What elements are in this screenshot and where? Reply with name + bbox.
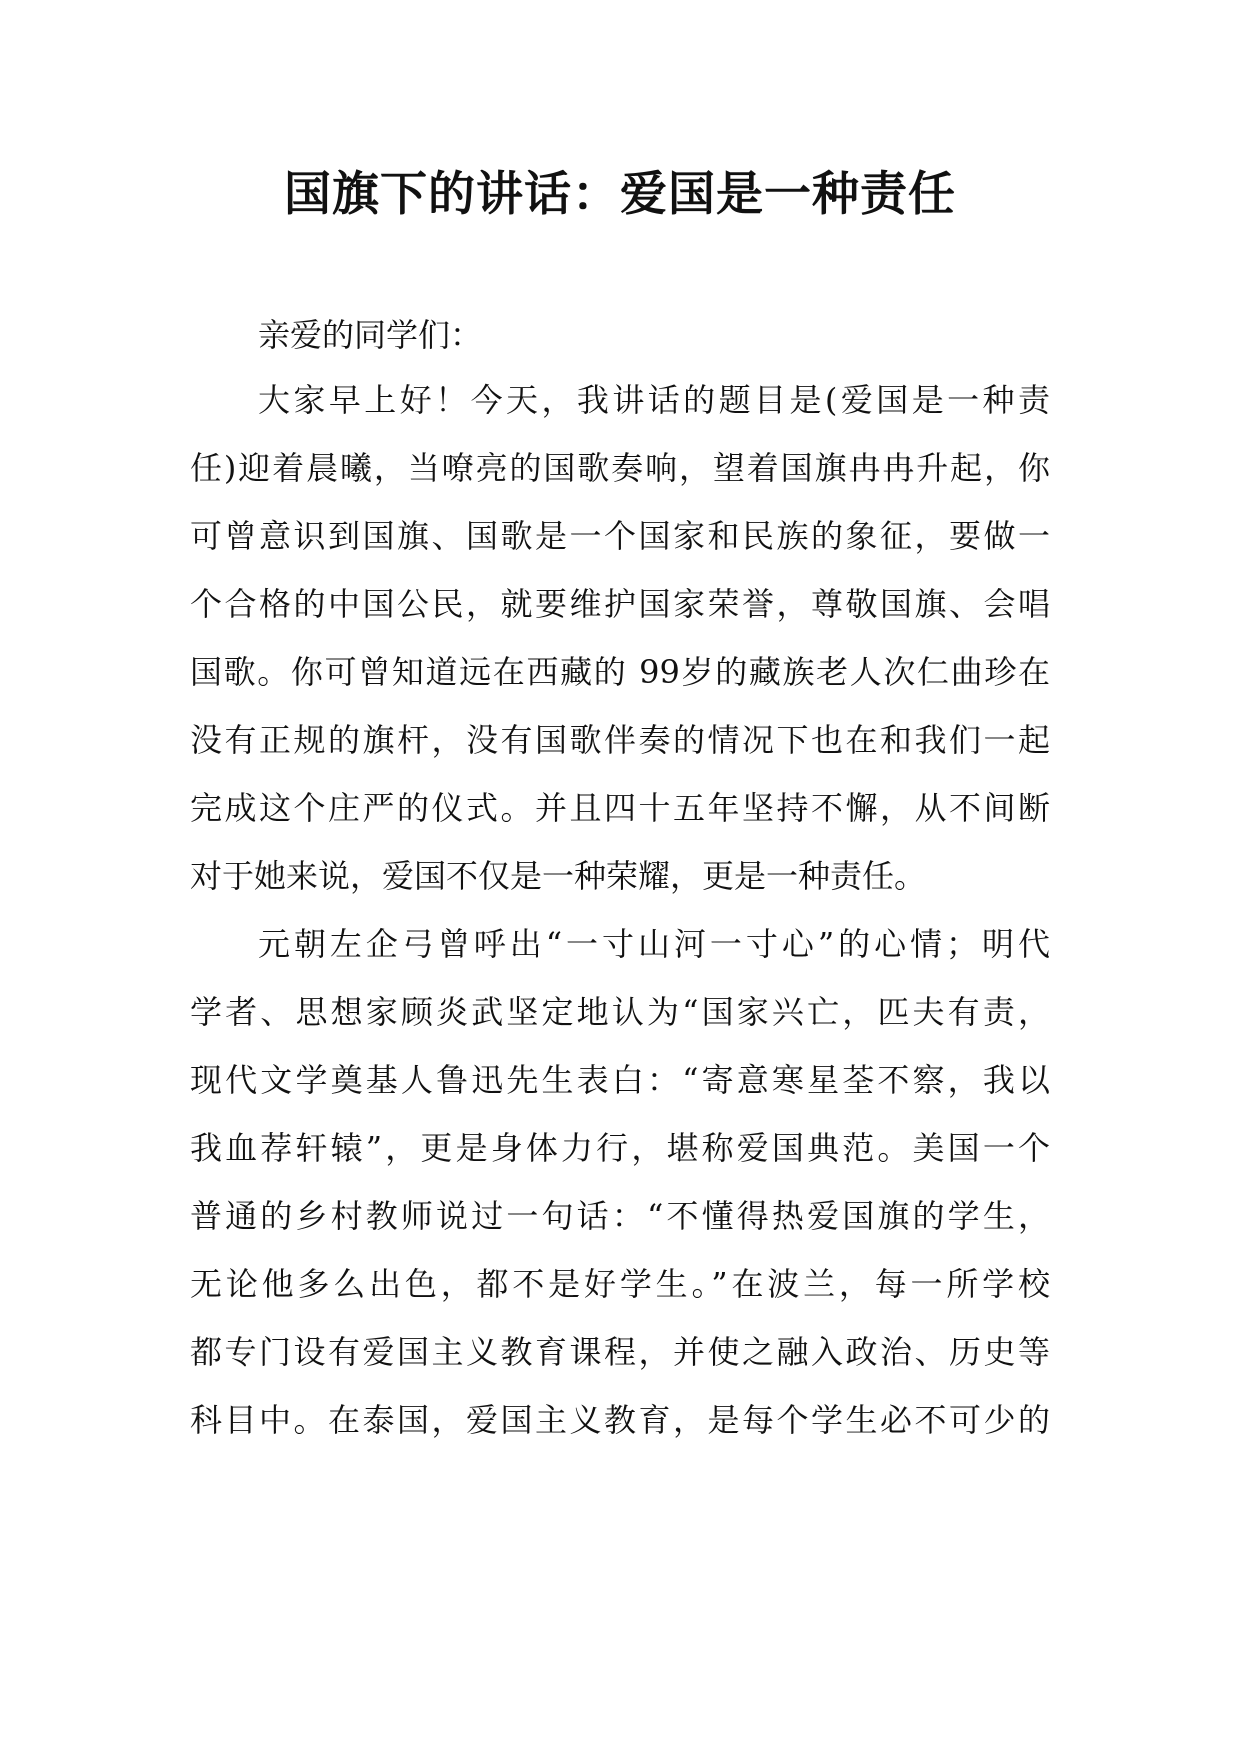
body-line: 都专门设有爱国主义教育课程，并使之融入政治、历史等 (190, 1333, 1050, 1371)
body-line: 现代文学奠基人鲁迅先生表白：“寄意寒星荃不察，我以 (190, 1061, 1050, 1099)
body-line: 元朝左企弓曾呼出“一寸山河一寸心”的心情；明代 (258, 925, 1050, 963)
body-line: 任)迎着晨曦，当嘹亮的国歌奏响，望着国旗冉冉升起，你 (190, 449, 1050, 487)
body-line: 普通的乡村教师说过一句话：“不懂得热爱国旗的学生， (190, 1197, 1050, 1235)
body-line: 没有正规的旗杆，没有国歌伴奏的情况下也在和我们一起 (190, 721, 1050, 759)
body-line: 大家早上好！今天，我讲话的题目是(爱国是一种责 (258, 381, 1050, 419)
body-line: 完成这个庄严的仪式。并且四十五年坚持不懈，从不间断 (190, 789, 1050, 827)
body-line: 对于她来说，爱国不仅是一种荣耀，更是一种责任。 (190, 857, 927, 895)
body-line: 学者、思想家顾炎武坚定地认为“国家兴亡，匹夫有责， (190, 993, 1050, 1031)
body-line: 国歌。你可曾知道远在西藏的 99岁的藏族老人次仁曲珍在 (190, 653, 1050, 691)
body-line: 个合格的中国公民，就要维护国家荣誉，尊敬国旗、会唱 (190, 585, 1050, 623)
body-line: 可曾意识到国旗、国歌是一个国家和民族的象征，要做一 (190, 517, 1050, 555)
body-line: 科目中。在泰国，爱国主义教育，是每个学生必不可少的 (190, 1401, 1050, 1439)
salutation-line: 亲爱的同学们： (258, 316, 483, 354)
body-line: 我血荐轩辕”，更是身体力行，堪称爱国典范。美国一个 (190, 1129, 1050, 1167)
document-title: 国旗下的讲话：爱国是一种责任 (284, 167, 956, 222)
body-line: 无论他多么出色，都不是好学生。”在波兰，每一所学校 (190, 1265, 1050, 1303)
